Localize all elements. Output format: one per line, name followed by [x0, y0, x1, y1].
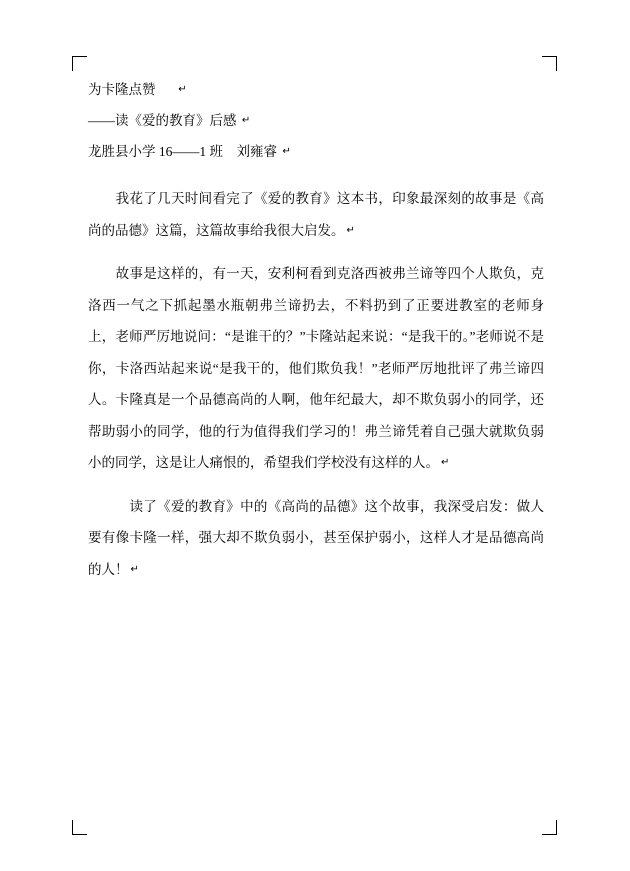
document-subtitle-line	[88, 105, 544, 136]
paragraph-mark-icon: ↵	[282, 146, 291, 157]
document-subtitle: ——读《爱的教育》后感	[88, 113, 237, 128]
paragraph-mark-icon: ↵	[178, 84, 187, 95]
margin-mark-bottom-left	[72, 820, 87, 835]
body-paragraph	[88, 183, 544, 246]
paragraph-mark-icon: ↵	[130, 563, 139, 575]
body-paragraph-text: 读了《爱的教育》中的《高尚的品德》这个故事，我深受启发：做人要有像卡隆一样，强大却不欺负弱小，甚至保护弱小，这样人才是品德高尚的人！	[88, 498, 544, 577]
body-paragraph	[88, 258, 544, 479]
margin-mark-top-left	[72, 56, 87, 71]
body-paragraph-text: 我花了几天时间看完了《爱的教育》这本书，印象最深刻的故事是《高尚的品德》这篇，这篇故事给我很大启发。	[88, 191, 544, 238]
margin-mark-top-right	[542, 56, 557, 71]
document-byline-line	[88, 136, 544, 167]
margin-mark-bottom-right	[542, 820, 557, 835]
paragraph-mark-icon: ↵	[441, 457, 450, 468]
paragraph-mark-icon: ↵	[241, 115, 251, 126]
body-paragraph-text: 故事是这样的，有一天，安利柯看到克洛西被弗兰谛等四个人欺负，克洛西一气之下抓起墨水瓶朝弗兰谛扔去，不料扔到了正要进教室的老师身上，老师严厉地说问：“是谁干的？”卡隆站起来说：“是我干的。”老师说不是你，卡洛西站起来说“是我干的，他们欺负我！”老师严厉地批评了弗兰谛四人。卡隆真是一个品德高尚的人啊，他年纪最大，却不欺负弱小的同学，还帮助弱小的同学，他的行为值得我们学习的！弗兰谛凭着自己强大就欺负弱小的同学，这是让人痛恨的，希望我们学校没有这样的人。	[88, 266, 544, 470]
paragraph-mark-icon: ↵	[346, 224, 355, 236]
document-title-line	[88, 74, 544, 105]
document-body	[88, 74, 544, 585]
document-title: 为卡隆点赞	[88, 82, 156, 97]
document-byline: 龙胜县小学 16——1 班 刘雍睿	[88, 144, 277, 159]
body-paragraph	[88, 491, 544, 586]
